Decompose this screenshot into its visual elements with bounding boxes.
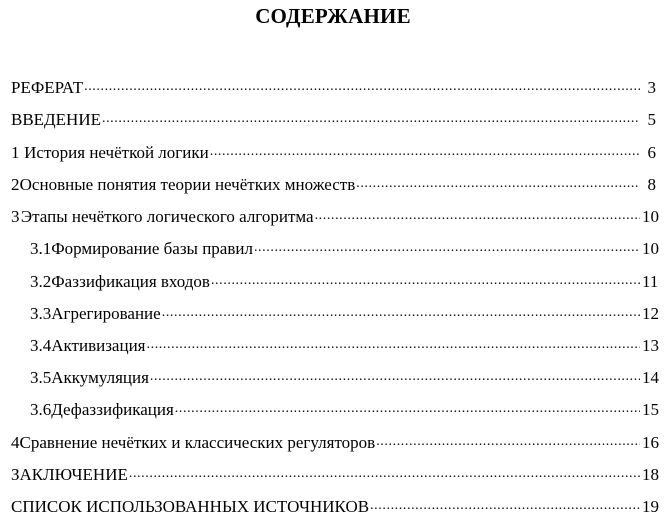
toc-page-number: 8 (647, 175, 656, 194)
toc-entry-number: 3.3 (30, 304, 52, 323)
toc-page-number: 3 (647, 78, 656, 97)
toc-page-number: 16 (642, 433, 659, 452)
toc-page-number: 19 (642, 497, 659, 516)
toc-entry-label: Аккумуляция (51, 368, 149, 387)
dot-leader (376, 430, 640, 452)
dot-leader (315, 204, 640, 226)
toc-entry-number: 3.1 (30, 239, 52, 258)
toc-entry-section-3-1[interactable] (30, 235, 659, 259)
toc-page-number: 10 (642, 207, 659, 226)
toc-entry-number: 2 (11, 175, 20, 194)
toc-entry-number: 3.2 (30, 272, 52, 291)
toc-entry-chapter-2[interactable] (11, 171, 656, 195)
dot-leader (175, 397, 640, 419)
toc-entry-section-3-2[interactable] (30, 268, 659, 292)
toc-entry-label: Формирование базы правил (51, 239, 253, 258)
toc-entry-chapter-1[interactable] (11, 139, 656, 163)
toc-entry-number: 4 (11, 433, 20, 452)
toc-entry-section-3-3[interactable] (30, 300, 659, 324)
dot-leader (356, 172, 640, 194)
toc-page-number: 18 (642, 465, 659, 484)
toc-entry-label: Фаззификация входов (51, 272, 210, 291)
dot-leader (254, 236, 640, 258)
toc-entry-section-3-6[interactable] (30, 396, 659, 420)
toc-entry-number: 3.6 (30, 400, 52, 419)
toc-entry-label: ЗАКЛЮЧЕНИЕ (11, 465, 128, 484)
dot-leader (102, 107, 640, 129)
toc-entry-references[interactable] (11, 493, 659, 517)
dot-leader (211, 269, 640, 291)
toc-entry-label: Агрегирование (51, 304, 161, 323)
toc-entry-label: РЕФЕРАТ (11, 78, 84, 97)
toc-page-number: 5 (647, 110, 656, 129)
dot-leader (84, 75, 640, 97)
toc-page-number: 10 (642, 239, 659, 258)
dot-leader (147, 333, 641, 355)
toc-entry-label: Активизация (51, 336, 146, 355)
toc-entry-label: Основные понятия теории нечётких множеств (19, 175, 356, 194)
toc-entry-chapter-3[interactable] (11, 203, 659, 227)
dot-leader (150, 365, 640, 387)
dot-leader (162, 301, 640, 323)
toc-entry-label: Сравнение нечётких и классических регуляторов (19, 433, 376, 452)
toc-page-number: 11 (642, 272, 659, 291)
toc-entry-abstract[interactable] (11, 74, 656, 98)
toc-page-number: 14 (642, 368, 659, 387)
toc-entry-number: 1 (11, 143, 20, 162)
toc-entry-label: СПИСОК ИСПОЛЬЗОВАННЫХ ИСТОЧНИКОВ (11, 497, 370, 516)
toc-page-number: 6 (647, 143, 656, 162)
toc-page-number: 12 (642, 304, 659, 323)
dot-leader (370, 494, 640, 516)
toc-entry-label: Дефаззификация (51, 400, 174, 419)
toc-entry-section-3-5[interactable] (30, 364, 659, 388)
toc-entry-chapter-4[interactable] (11, 429, 659, 453)
dot-leader (129, 462, 640, 484)
toc-page-number: 15 (642, 400, 659, 419)
toc-entry-label: История нечёткой логики (24, 143, 209, 162)
toc-entry-introduction[interactable] (11, 106, 656, 130)
toc-page-number: 13 (642, 336, 659, 355)
toc-entry-section-3-4[interactable] (30, 332, 659, 356)
toc-entry-number: 3.5 (30, 368, 52, 387)
toc-entry-number: 3 (11, 207, 20, 226)
page-title: СОДЕРЖАНИЕ (255, 4, 411, 28)
toc-entry-label: Этапы нечёткого логического алгоритма (20, 207, 314, 226)
dot-leader (210, 140, 640, 162)
toc-entry-conclusion[interactable] (11, 461, 659, 485)
toc-entry-label: ВВЕДЕНИЕ (11, 110, 101, 129)
toc-entry-number: 3.4 (30, 336, 52, 355)
